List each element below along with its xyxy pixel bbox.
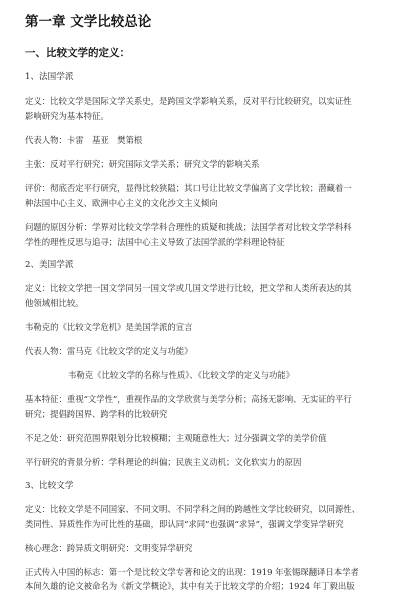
french-definition-line: 影响研究为基本特征。 — [25, 111, 109, 121]
french-evaluation-line: 评价：彻底否定平行研究，显得比较狭隘；其口号让比较文学偏离了文学比较；潜藏着一 — [25, 183, 352, 193]
comparative-definition-line: 类同性、异质性作为可比性的基础，即认同“求同”也强调“求异”，强调文学变异学研究 — [25, 519, 344, 529]
american-definition-line: 定义：比较文学把一国文学同另一国文学或几国文学进行比较，把文学和人类所表达的其 — [25, 283, 352, 293]
american-features-line: 基本特征：重视“文学性”，重视作品的文学欣赏与美学分析；高扬无影响、无实证的平行 — [25, 394, 352, 404]
introduction-to-china-line: 本间久雄的论文被命名为《新文学概论》，其中有关于比较文学的介绍；1924 年丁毅出版 — [25, 581, 355, 591]
american-features-line: 研究；提倡跨国界、跨学科的比较研究 — [25, 409, 168, 419]
comparative-literature-heading: 3、比较文学 — [25, 481, 74, 491]
american-manifesto: 韦勒克的《比较文学危机》是美国学派的宣言 — [25, 322, 193, 332]
french-problem-line: 问题的原因分析：学界对比较文学学科合理性的质疑和挑战；法国学者对比较文学学科科 — [25, 222, 352, 232]
american-shortcomings: 不足之处：研究范围界限划分比较模糊；主观随意性大；过分强调文学的美学价值 — [25, 433, 327, 443]
french-problem-line: 学性的理性反思与追寻；法国中心主义导致了法国学派的学科理论特征 — [25, 237, 285, 247]
french-definition-line: 定义：比较文学是国际文学关系史，是跨国文学影响关系，反对平行比较研究，以实证性 — [25, 96, 352, 106]
french-evaluation-line: 种法国中心主义、欧洲中心主义的文化沙文主义倾向 — [25, 198, 218, 208]
american-school-heading: 2、美国学派 — [25, 260, 74, 270]
french-representatives: 代表人物：卡雷 基亚 樊第根 — [25, 135, 143, 145]
introduction-to-china-line: 正式传入中国的标志：第一个是比较文学专著和论文的出现：1919 年张锡琛翻译日本学者 — [25, 567, 359, 577]
french-school-heading: 1、法国学派 — [25, 72, 74, 82]
section-title: 一、比较文学的定义： — [25, 47, 130, 59]
american-definition-line: 他领域相比较。 — [25, 298, 84, 308]
comparative-definition-line: 定义：比较文学是不同国家、不同文明、不同学科之间的跨越性文学比较研究，以同源性、 — [25, 504, 360, 514]
american-representatives-cont: 韦勒克《比较文学的名称与性质》、《比较文学的定义与功能》 — [68, 370, 295, 380]
french-claims: 主张：反对平行研究；研究国际文学关系；研究文学的影响关系 — [25, 159, 260, 169]
american-representatives: 代表人物：雷马克《比较文学的定义与功能》 — [25, 346, 193, 356]
core-concept: 核心理念：跨异质文明研究：文明变异学研究 — [25, 543, 193, 553]
chapter-title: 第一章 文学比较总论 — [25, 14, 152, 30]
parallel-study-background: 平行研究的背景分析：学科理论的纠偏；民族主义动机；文化软实力的原因 — [25, 457, 302, 467]
